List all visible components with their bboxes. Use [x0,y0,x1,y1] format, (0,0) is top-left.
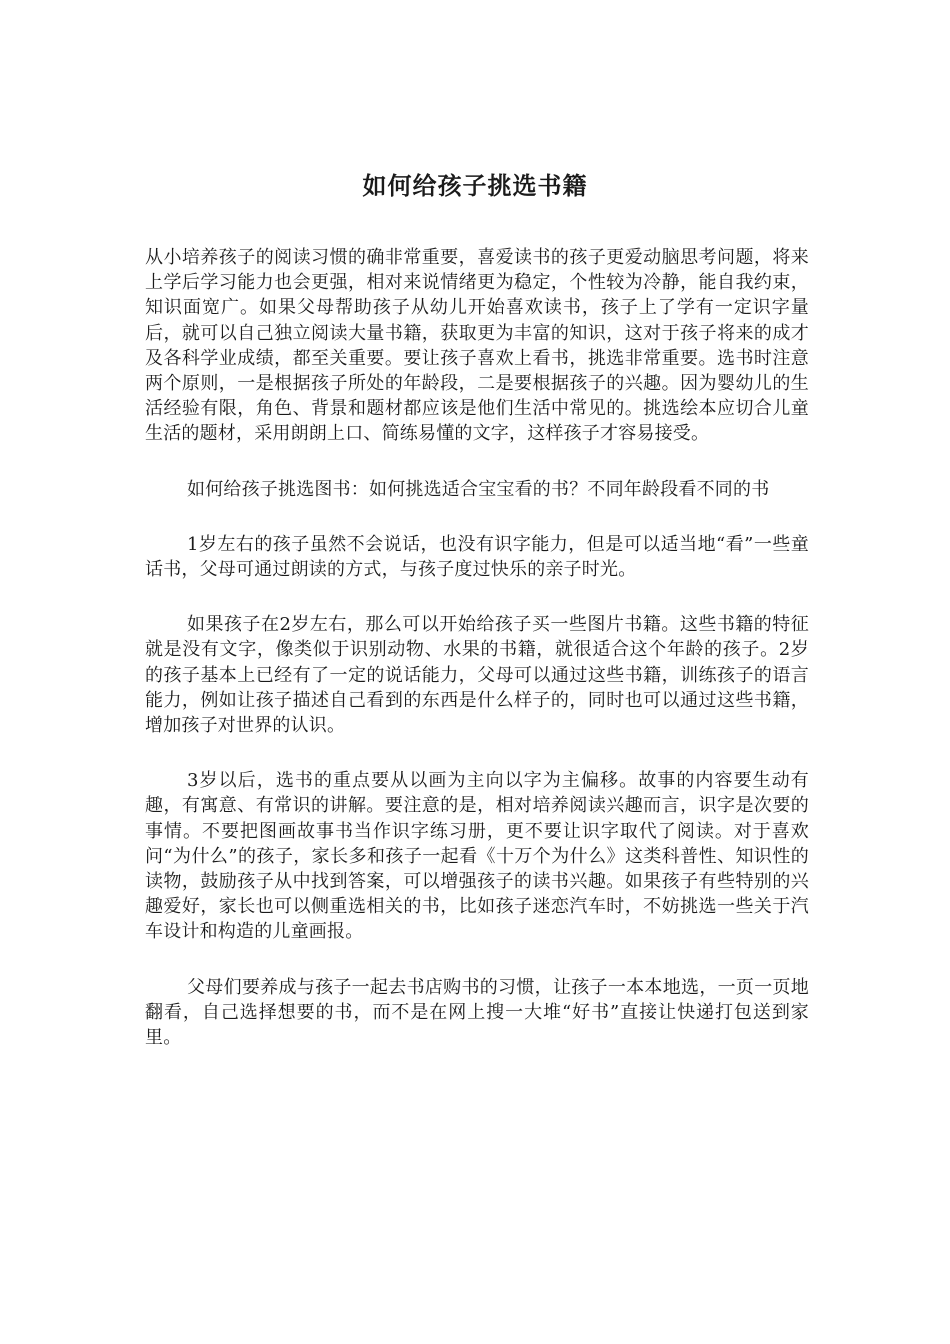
paragraph-bookstore: 父母们要养成与孩子一起去书店购书的习惯，让孩子一本本地选，一页一页地翻看，自己选择想要的书，而不是在网上搜一大堆“好书”直接让快递打包送到家里。 [145,976,809,1049]
paragraph-age-3: 3岁以后，选书的重点要从以画为主向以字为主偏移。故事的内容要生动有趣，有寓意、有常识的讲解。要注意的是，相对培养阅读兴趣而言，识字是次要的事情。不要把图画故事书当作识字练习册，更不要让识字取代了阅读。对于喜欢问“为什么”的孩子，家长多和孩子一起看《十万个为什么》这类科普性、知识性的读物，鼓励孩子从中找到答案，可以增强孩子的读书兴趣。如果孩子有些特别的兴趣爱好，家长也可以侧重选相关的书，比如孩子迷恋汽车时，不妨挑选一些关于汽车设计和构造的儿童画报。 [145,770,809,943]
document-title: 如何给孩子挑选书籍 [362,172,588,200]
paragraph-intro: 从小培养孩子的阅读习惯的确非常重要，喜爱读书的孩子更爱动脑思考问题，将来上学后学习能力也会更强，相对来说情绪更为稳定，个性较为冷静，能自我约束，知识面宽广。如果父母帮助孩子从幼儿开始喜欢读书，孩子上了学有一定识字量后，就可以自己独立阅读大量书籍，获取更为丰富的知识，这对于孩子将来的成才及各科学业成绩，都至关重要。要让孩子喜欢上看书，挑选非常重要。选书时注意两个原则，一是根据孩子所处的年龄段，二是要根据孩子的兴趣。因为婴幼儿的生活经验有限，角色、背景和题材都应该是他们生活中常见的。挑选绘本应切合儿童生活的题材，采用朗朗上口、简练易懂的文字，这样孩子才容易接受。 [145,247,809,445]
paragraph-subheading: 如何给孩子挑选图书：如何挑选适合宝宝看的书？不同年龄段看不同的书 [187,478,770,500]
paragraph-age-1: 1岁左右的孩子虽然不会说话，也没有识字能力，但是可以适当地“看”一些童话书，父母可通过朗读的方式，与孩子度过快乐的亲子时光。 [145,533,809,581]
document-body [145,245,809,1080]
paragraph-age-2: 如果孩子在2岁左右，那么可以开始给孩子买一些图片书籍。这些书籍的特征就是没有文字，像类似于识别动物、水果的书籍，就很适合这个年龄的孩子。2岁的孩子基本上已经有了一定的说话能力，父母可以通过这些书籍，训练孩子的语言能力，例如让孩子描述自己看到的东西是什么样子的，同时也可以通过这些书籍，增加孩子对世界的认识。 [145,614,809,737]
